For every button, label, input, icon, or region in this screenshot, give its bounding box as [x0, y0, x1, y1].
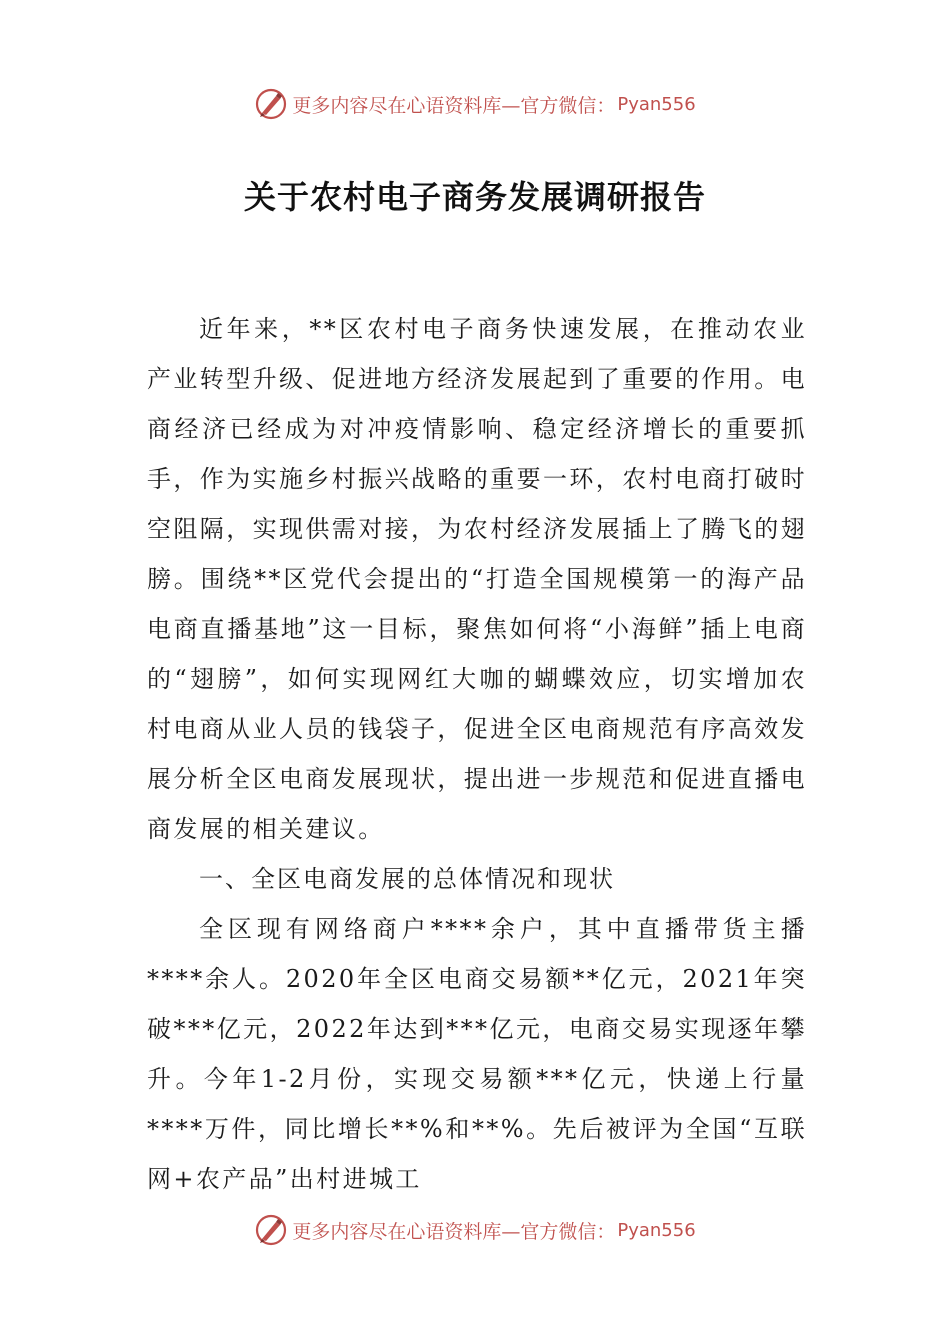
- footer-watermark-banner: [0, 1210, 950, 1250]
- section-heading: 一、全区电商发展的总体情况和现状: [199, 865, 615, 893]
- body-paragraph: 全区现有网络商户****余户，其中直播带货主播****余人。2020年全区电商交易额**亿元，2021年突破***亿元，2022年达到***亿元，电商交易实现逐年攀升。今年1-2月份，实现交易额***亿元，快递上行量****万件，同比增长**%和**%。先后被评为全国“互联网+农产品”出村进城工: [147, 915, 807, 1193]
- pen-circle-logo-icon: [254, 1213, 288, 1247]
- banner-text: 更多内容尽在心语资料库—: [292, 1220, 521, 1243]
- document-body: [147, 304, 807, 1204]
- banner-wechat-label: 官方微信：: [520, 1220, 616, 1243]
- banner-wechat-id: Pyan556: [617, 1219, 696, 1241]
- body-paragraph: 近年来，**区农村电子商务快速发展，在推动农业产业转型升级、促进地方经济发展起到了重要的作用。电商经济已经成为对冲疫情影响、稳定经济增长的重要抓手，作为实施乡村振兴战略的重要一环，农村电商打破时空阻隔，实现供需对接，为农村经济发展插上了腾飞的翅膀。围绕**区党代会提出的“打造全国规模第一的海产品电商直播基地”这一目标，聚焦如何将“小海鲜”插上电商的“翅膀”，如何实现网红大咖的蝴蝶效应，切实增加农村电商从业人员的钱袋子，促进全区电商规范有序高效发展分析全区电商发展现状，提出进一步规范和促进直播电商发展的相关建议。: [147, 315, 807, 843]
- pen-circle-logo-icon: [254, 87, 288, 121]
- banner-wechat-id: Pyan556: [617, 93, 696, 115]
- document-title: 关于农村电子商务发展调研报告: [243, 178, 706, 216]
- banner-wechat-label: 官方微信：: [520, 94, 616, 117]
- header-watermark-banner: [0, 84, 950, 124]
- banner-text: 更多内容尽在心语资料库—: [292, 94, 521, 117]
